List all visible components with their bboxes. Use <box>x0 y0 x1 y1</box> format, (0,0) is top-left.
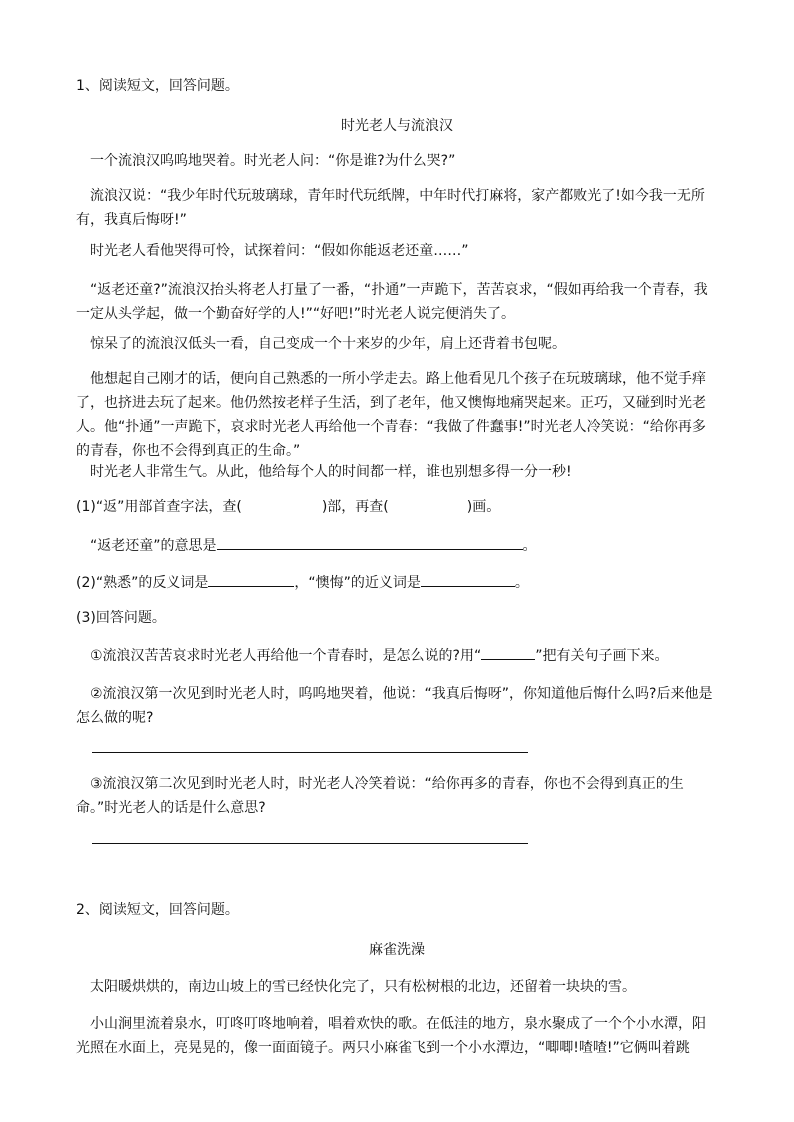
idiom-meaning-prompt: “返老还童”的意思是 <box>90 538 217 554</box>
passage-1-title: 时光老人与流浪汉 <box>341 118 453 134</box>
sub-question-3-1-text-b: ”把有关句子画下来。 <box>535 648 669 664</box>
synonym-prompt: ，“懊悔”的近义词是 <box>294 575 421 591</box>
synonym-blank[interactable] <box>421 570 515 587</box>
passage-2-paragraph-1: 太阳暖烘烘的，南边山坡上的雪已经快化完了，只有松树根的北边，还留着一块块的雪。 <box>90 979 636 995</box>
sub-question-3-2: ②流浪汉第一次见到时光老人时，呜呜地哭着，他说：“我真后悔呀”，你知道他后悔什么吗?后来他是怎么做的呢? <box>76 686 713 726</box>
question-2-heading: 2、阅读短文，回答问题。 <box>76 902 239 918</box>
sub-question-1-text-b: )部，再查( <box>321 499 389 515</box>
passage-1-paragraph-2: 流浪汉说：“我少年时代玩玻璃球，青年时代玩纸牌，中年时代打麻将，家产都败光了!如今我一无所有，我真后悔呀!” <box>76 188 705 228</box>
passage-1-paragraph-3: 时光老人看他哭得可怜，试探着问：“假如你能返老还童……” <box>90 243 469 259</box>
sub-question-1-text-c: )画。 <box>466 499 501 515</box>
sub-question-1-text-a: (1)“返”用部首查字法，查( <box>76 499 242 515</box>
antonym-prompt: (2)“熟悉”的反义词是 <box>76 575 209 591</box>
passage-1-paragraph-5: 惊呆了的流浪汉低头一看，自己变成一个十来岁的少年，肩上还背着书包呢。 <box>90 336 566 352</box>
sub-question-2-end: 。 <box>514 575 529 591</box>
question-1-heading: 1、阅读短文，回答问题。 <box>76 78 239 94</box>
passage-1-paragraph-6: 他想起自己刚才的话，便向自己熟悉的一所小学走去。路上他看见几个孩子在玩玻璃球，他不觉手痒了，也挤进去玩了起来。他仍然按老样子生活，到了老年，他又懊悔地痛哭起来。正巧，又碰到时光老人。他“扑通”一声跪下，哀求时光老人再给他一个青春：“我做了件蠢事!”时光老人冷笑说：“给你再多的青春，你也不会得到真正的生命。” <box>76 371 706 459</box>
idiom-meaning-end: 。 <box>522 538 537 554</box>
sub-question-3-1 <box>76 643 718 668</box>
sub-question-3-3: ③流浪汉第二次见到时光老人时，时光老人冷笑着说：“给你再多的青春，你也不会得到真正的生命。”时光老人的话是什么意思? <box>76 776 684 816</box>
passage-2-paragraph-2: 小山涧里流着泉水，叮咚叮咚地响着，唱着欢快的歌。在低洼的地方，泉水聚成了一个个小水潭，阳光照在水面上，亮晃晃的，像一面面镜子。两只小麻雀飞到一个小水潭边，“唧唧!喳喳!”它俩叫着跳 <box>76 1016 706 1056</box>
underline-sample <box>481 643 535 660</box>
antonym-blank[interactable] <box>208 570 294 587</box>
sub-question-3-1-text-a: ①流浪汉苦苦哀求时光老人再给他一个青春时，是怎么说的?用“ <box>90 648 482 664</box>
idiom-meaning-blank[interactable] <box>217 533 523 550</box>
sub-question-2 <box>76 570 718 595</box>
sub-question-1 <box>76 495 718 519</box>
answer-line-3-3[interactable] <box>92 843 528 844</box>
passage-1-paragraph-4: “返老还童?”流浪汉抬头将老人打量了一番，“扑通”一声跪下，苦苦哀求，“假如再给我一个青春，我一定从头学起，做一个勤奋好学的人!”“好吧!”时光老人说完便消失了。 <box>76 282 708 322</box>
sub-question-1-meaning <box>76 533 718 558</box>
answer-line-3-2[interactable] <box>92 752 528 753</box>
sub-question-3: (3)回答问题。 <box>76 610 166 626</box>
passage-1-paragraph-1: 一个流浪汉呜呜地哭着。时光老人问：“你是谁?为什么哭?” <box>90 153 456 169</box>
passage-2-title: 麻雀洗澡 <box>369 942 425 958</box>
passage-1-paragraph-7: 时光老人非常生气。从此，他给每个人的时间都一样，谁也别想多得一分一秒! <box>90 464 572 480</box>
